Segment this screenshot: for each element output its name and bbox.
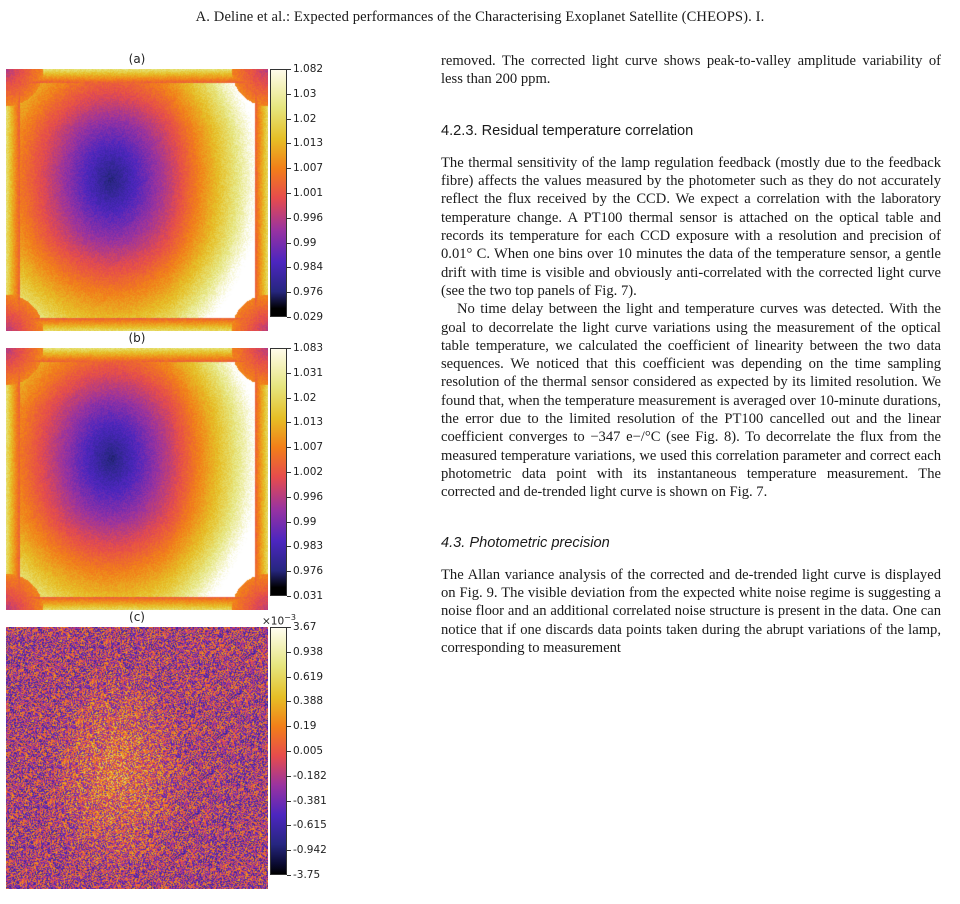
colorbar-tick-label: 0.99	[287, 237, 316, 249]
colorbar-tick-label: 1.083	[287, 342, 323, 354]
colorbar-tick-label: 0.031	[287, 590, 323, 602]
colorbar-tick-label: 0.983	[287, 540, 323, 552]
paragraph-1: The thermal sensitivity of the lamp regulation feedback (mostly due to the feedback fibre) affects the values measured by the photometer such as they do not accurately reflect the flux received by the CCD. We expect a correlation with the laboratory temperature change. A PT100 thermal sensor is attached on the optical table and records its temperature for each CCD exposure with a resolution and precision of 0.01° C. When one bins over 10 minutes the data of the temperature sensor, a gentle drift with time is visible and obviously anti-correlated with the corrected light curve (see the two top panels of Fig. 7).	[441, 154, 941, 299]
colorbar-tick-label: 0.005	[287, 745, 323, 757]
colorbar-tick-label: 0.388	[287, 695, 323, 707]
colorbar-tick-label: 1.082	[287, 63, 323, 75]
colorbar-tick-label: 0.619	[287, 671, 323, 683]
colorbar-tick-label: 0.976	[287, 565, 323, 577]
colorbar-b	[270, 348, 287, 596]
text-column	[441, 52, 941, 657]
colorbar-tick-label: 0.976	[287, 286, 323, 298]
colorbar-tick-label: -0.381	[287, 795, 327, 807]
heatmap-b	[6, 348, 268, 610]
colorbar-tick-label: -0.182	[287, 770, 327, 782]
colorbar-tick-label: 0.19	[287, 720, 316, 732]
colorbar-c	[270, 627, 287, 875]
colorbar-tick-label: 0.996	[287, 212, 323, 224]
colorbar-tick-label: 1.001	[287, 187, 323, 199]
colorbar-tick-label: 1.013	[287, 416, 323, 428]
colorbar-tick-label: 1.007	[287, 441, 323, 453]
colorbar-tick-label: -3.75	[287, 869, 320, 881]
heatmap-a	[6, 69, 268, 331]
heatmap-c	[6, 627, 268, 889]
colorbar-tick-label: 3.67	[287, 621, 316, 633]
colorbar-tick-label: 0.029	[287, 311, 323, 323]
colorbar-tick-label: 1.03	[287, 88, 316, 100]
colorbar-tick-label: 1.013	[287, 137, 323, 149]
colorbar-tick-label: 1.002	[287, 466, 323, 478]
colorbar-tick-label: 1.031	[287, 367, 323, 379]
panel-label: (b)	[128, 331, 146, 345]
colorbar-tick-label: 0.996	[287, 491, 323, 503]
colorbar-tick-label: -0.615	[287, 819, 327, 831]
colorbar-tick-label: 0.984	[287, 261, 323, 273]
paragraph-intro: removed. The corrected light curve shows peak-to-valley amplitude variability of less than 200 ppm.	[441, 53, 941, 88]
paragraph-3: The Allan variance analysis of the corrected and de-trended light curve is displayed on Fig. 9. The visible deviation from the expected white noise regime is suggesting a noise floor and an additional correlated noise structure is present in the data. One can notice that if one discards data points taken during the abrupt variations of the lamp, corresponding to measurement	[441, 566, 941, 657]
colorbar-tick-label: 1.02	[287, 113, 316, 125]
running-head: A. Deline et al.: Expected performances of the Characterising Exoplanet Satellite (CHEOPS). I.	[195, 9, 765, 25]
colorbar-tick-label: 1.02	[287, 392, 316, 404]
panel-label: (c)	[129, 610, 145, 624]
colorbar-tick-label: -0.942	[287, 844, 327, 856]
colorbar-exponent: $\times 10^{-3}$	[262, 613, 296, 628]
colorbar-tick-label: 0.99	[287, 516, 316, 528]
paragraph-2: No time delay between the light and temperature curves was detected. With the goal to decorrelate the light curve variations using the measurement of the optical table temperature, we calculated the coefficient of linearity between the two data sequences. We noticed that this coefficient was depending on the time sampling resolution of the thermal sensor considered as expected by its limited resolution. We found that, when the temperature measurement is averaged over 10-minute durations, the error due to the limited resolution of the PT100 cancelled out and the linear coefficient converges to −347 e−/°C (see Fig. 8). To decorrelate the flux from the measured temperature variations, we used this correlation parameter and correct each photometric data point with its instantaneous temperature measurement. The corrected and de-trended light curve is shown on Fig. 7.	[441, 301, 941, 501]
colorbar-tick-label: 0.938	[287, 646, 323, 658]
section-heading-4-2-3: 4.2.3. Residual temperature correlation	[441, 122, 694, 139]
colorbar-tick-label: 1.007	[287, 162, 323, 174]
section-heading-4-3: 4.3. Photometric precision	[441, 534, 610, 551]
panel-label: (a)	[128, 52, 146, 66]
colorbar-a	[270, 69, 287, 317]
